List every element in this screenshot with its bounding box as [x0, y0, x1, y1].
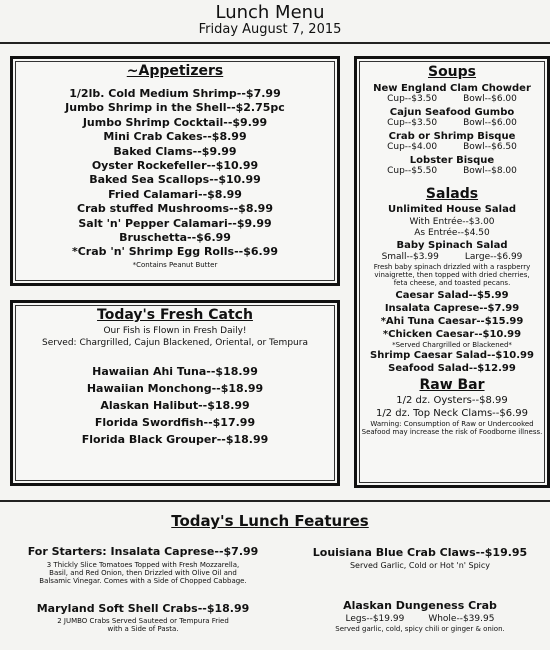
appetizer-item: Salt 'n' Pepper Calamari--$9.99 — [78, 216, 272, 230]
appetizers-heading: ~Appetizers — [126, 63, 224, 79]
spinach-desc-line-3: feta cheese, and toasted pecans. — [393, 279, 511, 287]
appetizer-item: Baked Clams--$9.99 — [113, 144, 237, 158]
softshell-title: Maryland Soft Shell Crabs--$18.99 — [36, 602, 250, 615]
feature-crab-claws — [300, 546, 540, 570]
appetizer-item: Bruschetta--$6.99 — [119, 231, 231, 245]
soup-name: Cajun Seafood Gumbo — [389, 107, 515, 118]
salads-heading: Salads — [425, 186, 479, 202]
insalata-caprese: Insalata Caprese--$7.99 — [384, 303, 520, 314]
appetizer-item: *Crab 'n' Shrimp Egg Rolls--$6.99 — [71, 245, 279, 259]
spinach-small-price: Small--$3.99 — [381, 252, 439, 262]
fresh-catch-item: Florida Swordfish--$17.99 — [94, 416, 256, 429]
appetizer-item: Fried Calamari--$8.99 — [108, 187, 242, 201]
fresh-catch-item: Hawaiian Ahi Tuna--$18.99 — [92, 365, 258, 378]
soup-cup-price: Cup--$3.50 — [387, 118, 438, 128]
soup-prices — [357, 94, 547, 104]
spinach-desc-line-2: vinaigrette, then topped with dried cherries, — [374, 271, 530, 279]
fresh-catch-list — [13, 363, 337, 448]
spinach-large-price: Large--$6.99 — [464, 252, 523, 262]
soup-bowl-price: Bowl--$8.00 — [463, 166, 517, 176]
house-salad-name: Unlimited House Salad — [387, 204, 516, 215]
fresh-catch-item: Alaskan Halibut--$18.99 — [100, 399, 250, 412]
softshell-desc-line-1: 2 JUMBO Crabs Served Sauteed or Tempura Fried — [57, 617, 229, 625]
caesar-serving-note: *Served Chargrilled or Blackened* — [392, 341, 512, 349]
feature-starter — [8, 545, 278, 585]
soup-cup-price: Cup--$4.00 — [387, 142, 438, 152]
claws-desc: Served Garlic, Cold or Hot 'n' Spicy — [349, 561, 491, 570]
appetizer-item: 1/2lb. Cold Medium Shrimp--$7.99 — [69, 87, 281, 100]
starter-title: For Starters: Insalata Caprese--$7.99 — [27, 545, 259, 558]
dungeness-title: Alaskan Dungeness Crab — [343, 599, 497, 612]
house-salad-as-entree: As Entrée--$4.50 — [414, 228, 490, 238]
fresh-catch-heading: Today's Fresh Catch — [97, 307, 253, 323]
soup-bowl-price: Bowl--$6.00 — [463, 94, 517, 104]
appetizers-list — [13, 87, 337, 269]
seafood-salad: Seafood Salad--$12.99 — [388, 363, 516, 374]
soup-cup-price: Cup--$3.50 — [387, 94, 438, 104]
house-salad-with-entree: With Entrée--$3.00 — [409, 217, 495, 227]
dungeness-prices — [300, 614, 540, 624]
feature-soft-shell — [8, 602, 278, 633]
appetizer-item: Crab stuffed Mushrooms--$8.99 — [77, 202, 273, 216]
ahi-tuna-caesar: *Ahi Tuna Caesar--$15.99 — [380, 316, 524, 327]
spinach-salad-name: Baby Spinach Salad — [396, 240, 508, 251]
appetizer-item: Jumbo Shrimp in the Shell--$2.75pc — [65, 101, 285, 115]
features-divider — [0, 500, 550, 502]
dungeness-whole-price: Whole--$39.95 — [428, 614, 495, 624]
appetizer-note: *Contains Peanut Butter — [132, 260, 218, 269]
dungeness-desc: Served garlic, cold, spicy chili or ginger & onion. — [335, 625, 505, 633]
spinach-desc-line-1: Fresh baby spinach drizzled with a raspberry — [373, 263, 531, 271]
softshell-desc-line-2: with a Side of Pasta. — [107, 625, 179, 633]
starter-desc-line-3: Balsamic Vinegar. Comes with a Side of Chopped Cabbage. — [39, 577, 247, 585]
soup-cup-price: Cup--$5.50 — [387, 166, 438, 176]
features-heading: Today's Lunch Features — [171, 512, 369, 530]
soup-prices — [357, 142, 547, 152]
soups-salads-box — [354, 56, 550, 488]
shrimp-caesar-salad: Shrimp Caesar Salad--$10.99 — [370, 350, 534, 361]
raw-bar-warning-2: Seafood may increase the risk of Foodborne illness. — [361, 428, 543, 436]
menu-date: Friday August 7, 2015 — [198, 22, 342, 37]
soup-prices — [357, 166, 547, 176]
soups-list — [357, 83, 547, 176]
fresh-catch-preparation: Served: Chargrilled, Cajun Blackened, Oriental, or Tempura — [42, 338, 308, 348]
starter-desc-line-2: Basil, and Red Onion, then Drizzled with Olive Oil and — [49, 569, 237, 577]
appetizer-item: Oyster Rockefeller--$10.99 — [91, 159, 259, 173]
appetizer-item: Mini Crab Cakes--$8.99 — [103, 130, 247, 144]
appetizer-item: Jumbo Shrimp Cocktail--$9.99 — [82, 115, 268, 129]
claws-title: Louisiana Blue Crab Claws--$19.95 — [312, 546, 528, 559]
soup-prices — [357, 118, 547, 128]
feature-dungeness — [300, 599, 540, 633]
appetizer-item: Baked Sea Scallops--$10.99 — [89, 173, 261, 187]
soup-name: Lobster Bisque — [409, 155, 495, 166]
fresh-catch-box — [10, 300, 340, 486]
dungeness-legs-price: Legs--$19.99 — [345, 614, 405, 624]
page-title: Lunch Menu — [215, 2, 325, 23]
soup-name: New England Clam Chowder — [373, 83, 531, 94]
fresh-catch-subtitle: Our Fish is Flown in Fresh Daily! — [103, 326, 247, 336]
soup-bowl-price: Bowl--$6.50 — [463, 142, 517, 152]
appetizers-box — [10, 56, 340, 286]
top-divider — [0, 42, 550, 44]
starter-desc-line-1: 3 Thickly Slice Tomatoes Topped with Fresh Mozzarella, — [46, 561, 240, 569]
fresh-catch-item: Hawaiian Monchong--$18.99 — [86, 382, 264, 395]
chicken-caesar: *Chicken Caesar--$10.99 — [382, 329, 522, 340]
raw-bar-heading: Raw Bar — [419, 377, 485, 393]
raw-bar-warning-1: Warning: Consumption of Raw or Undercooked — [370, 420, 534, 428]
caesar-salad: Caesar Salad--$5.99 — [395, 290, 509, 301]
fresh-catch-item: Florida Black Grouper--$18.99 — [81, 433, 269, 446]
soups-heading: Soups — [427, 64, 477, 80]
raw-bar-clams: 1/2 dz. Top Neck Clams--$6.99 — [375, 408, 529, 419]
spinach-salad-prices — [357, 252, 547, 262]
soup-name: Crab or Shrimp Bisque — [388, 131, 516, 142]
raw-bar-oysters: 1/2 dz. Oysters--$8.99 — [396, 395, 508, 406]
soup-bowl-price: Bowl--$6.00 — [463, 118, 517, 128]
